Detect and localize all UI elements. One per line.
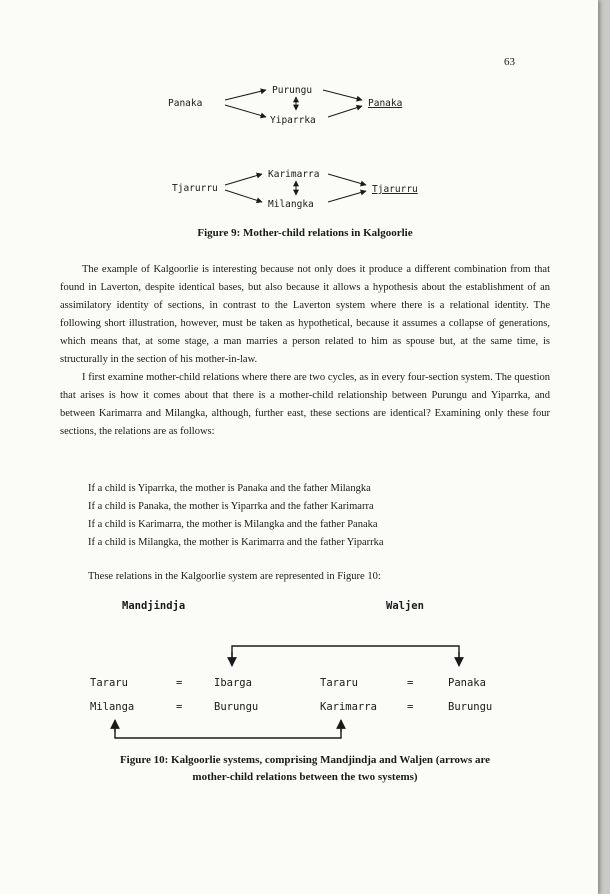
figure-10-caption-line-1: Figure 10: Kalgoorlie systems, comprising Mandjindja and Waljen (arrows are [119, 754, 491, 766]
fig10-r1-c1: Tararu [90, 677, 128, 689]
fig9-right-2: Tjarurru [372, 184, 418, 195]
fig9-right-1: Panaka [368, 98, 403, 109]
fig9-top-2: Karimarra [268, 169, 320, 180]
fig10-r1-eq1: = [176, 677, 183, 689]
fig10-r1-c4: Panaka [448, 677, 486, 689]
figure-9-diagram [0, 0, 598, 260]
relation-item: If a child is Milangka, the mother is Karimarra and the father Yiparrka [88, 537, 384, 548]
fig10-r2-eq1: = [176, 701, 183, 713]
arrow-milangka-tjarurru [328, 191, 366, 202]
fig9-bottom-1: Yiparrka [270, 115, 316, 126]
fig10-r2-c1: Milanga [90, 701, 135, 713]
fig10-r1-eq2: = [407, 677, 414, 689]
arrow-yiparrka-panaka [328, 106, 362, 117]
arrow-karimarra-tjarurru [328, 174, 366, 185]
figure-10-intro: These relations in the Kalgoorlie system are represented in Figure 10: [88, 571, 381, 582]
system-label-waljen: Waljen [386, 600, 424, 612]
fig10-r2-eq2: = [407, 701, 414, 713]
arrow-purungu-panaka [323, 90, 362, 100]
system-label-mandjindja: Mandjindja [122, 600, 186, 612]
relations-list [88, 480, 528, 552]
arrow-tjarurru-karimarra [225, 174, 262, 185]
relation-item: If a child is Yiparrka, the mother is Panaka and the father Milangka [88, 483, 371, 494]
fig9-left-1: Panaka [168, 98, 203, 109]
fig9-left-2: Tjarurru [172, 183, 218, 194]
fig10-r2-c2: Burungu [214, 701, 259, 713]
fig10-r2-c4: Burungu [448, 701, 493, 713]
fig9-bottom-2: Milangka [268, 199, 314, 210]
relation-item: If a child is Panaka, the mother is Yiparrka and the father Karimarra [88, 501, 374, 512]
arrow-bottom-connector [115, 722, 341, 738]
arrow-tjarurru-milangka [225, 190, 262, 202]
fig9-top-1: Purungu [272, 85, 313, 96]
fig10-r1-c3: Tararu [320, 677, 358, 689]
paragraph-2: I first examine mother-child relations where there are two cycles, as in every four-section system. The question that arises is how it comes about that there is a mother-child relationship between Purungu and Yiparrka, and between Karimarra and Milangka, although, further east, these sections are identical? Examining only these four sections, the relations are as follows: [60, 372, 550, 437]
figure-9-caption: Figure 9: Mother-child relations in Kalgoorlie [197, 227, 413, 239]
fig10-r2-c3: Karimarra [320, 701, 377, 713]
relation-item: If a child is Karimarra, the mother is Milangka and the father Panaka [88, 519, 378, 530]
arrow-panaka-purungu [225, 90, 266, 100]
fig10-r1-c2: Ibarga [214, 677, 252, 689]
paragraph-1: The example of Kalgoorlie is interesting because not only does it produce a different combination from that found in Laverton, despite identical bases, but also because it allows a hypothesis about the establishment of an assimilatory identity of sections, in contrast to the Laverton system where there is a relational identity. The following short illustration, however, must be taken as hypothetical, because it assumes a collapse of generations, which means that, at some stage, a man marries a person related to him as spouse but, at the same time, is structurally in the section of his mother-in-law. [60, 264, 550, 365]
page-number: 63 [504, 56, 515, 68]
arrow-top-connector [232, 646, 459, 664]
arrow-panaka-yiparrka [225, 105, 266, 117]
figure-10-caption-line-2: mother-child relations between the two systems) [192, 771, 418, 783]
